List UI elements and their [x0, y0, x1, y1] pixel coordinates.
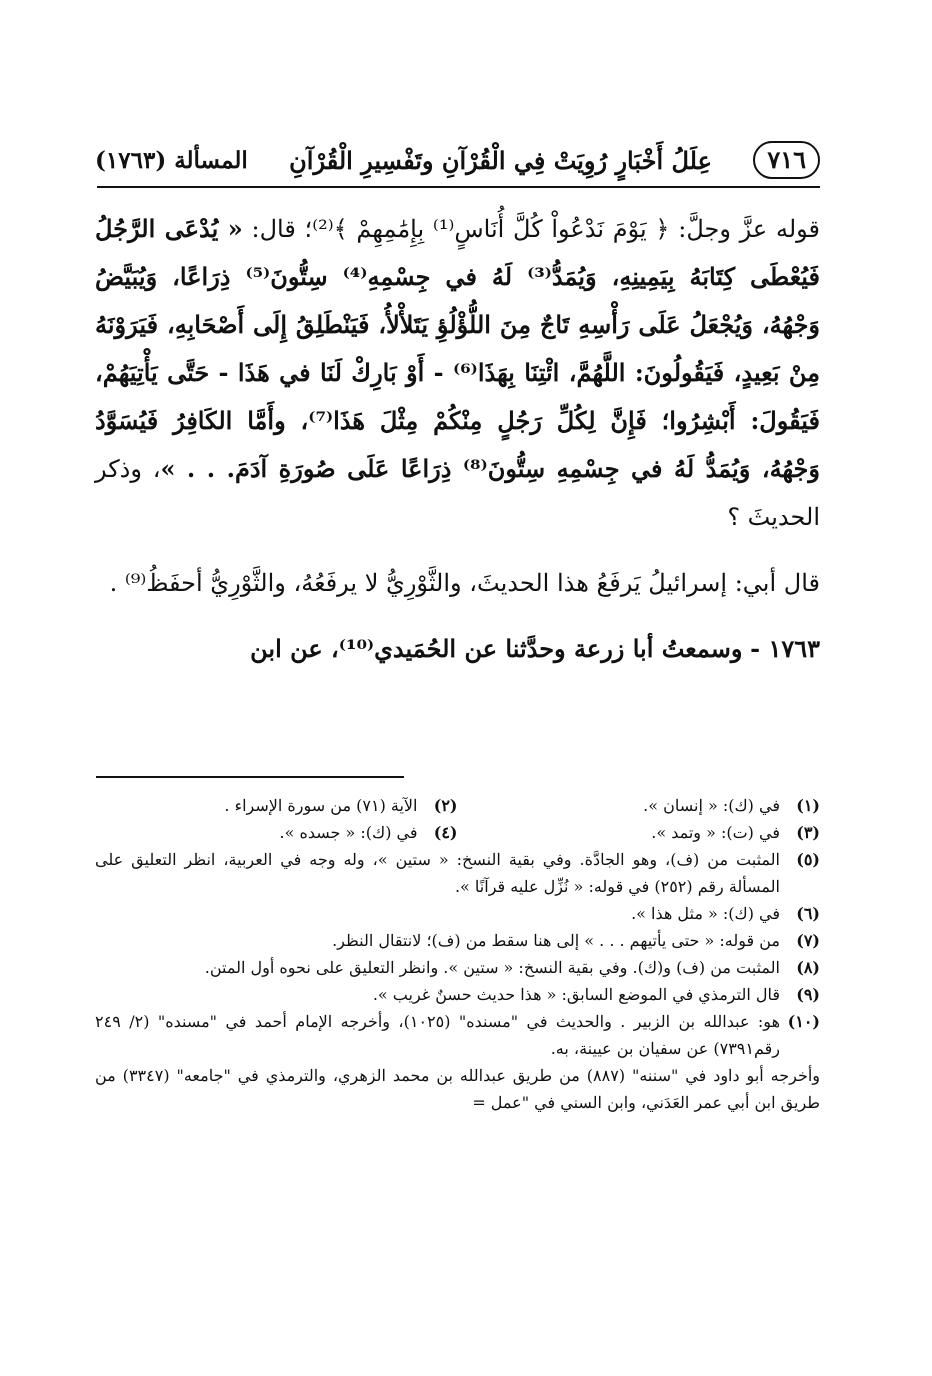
footnotes [95, 792, 820, 1116]
footnote-number: (٨) [796, 958, 820, 977]
footnote-2 [95, 792, 458, 819]
main-text [95, 205, 820, 691]
footnote-text: في (ك): « إنسان ». [643, 796, 780, 815]
footnote-1 [458, 792, 821, 819]
book-title: عِلَلُ أَخْبَارٍ رُوِيَتْ فِي الْقُرْآنِ وتَفْسِيرِ الْقُرْآنِ [289, 145, 712, 175]
footnote-text: هو: عبدالله بن الزبير . والحديث في "مسنده" (١٠٢٥)، وأخرجه الإمام أحمد في "مسنده" (٢/ ٢٤٩ رقم٧٣٩١) عن سفيان بن عيينة، به. [95, 1012, 781, 1058]
footnote-row [95, 819, 820, 846]
footnote-number: (٩) [796, 985, 820, 1004]
footnote-3 [458, 819, 821, 846]
footnote-10 [95, 1008, 820, 1062]
footnote-divider [96, 776, 404, 778]
footnote-text: المثبت من (ف) و(ك). وفي بقية النسخ: « ستين ». وانظر التعليق على نحوه أول المتن. [204, 958, 780, 977]
paragraph-abi: قال أبي: إسرائيلُ يَرفَعُ هذا الحديثَ، والثَّوْرِيُّ لا يرفَعُهُ، والثَّوْرِيُّ أحفَظُ⁽⁹⁾ . [109, 569, 820, 597]
footnote-4 [95, 819, 458, 846]
footnote-number: (١) [796, 796, 820, 815]
footnote-text: الآية (٧١) من سورة الإسراء . [224, 796, 418, 815]
hadith-text: « يُدْعَى الرَّجُلُ فَيُعْطَى كِتَابَهُ بِيَمِينِهِ، وَيُمَدُّ⁽³⁾ لَهُ في جِسْمِهِ⁽⁴⁾ سِتُّونَ⁽⁵⁾ ذِرَاعًا، وَيُبَيَّضُ وَجْهُهُ، وَيُجْعَلُ عَلَى رَأْسِهِ تَاجٌ مِنَ اللُّؤْلُؤِ يَتَلأْلأُ، فَيَنْطَلِقُ إِلَى أَصْحَابِهِ، فَيَرَوْنَهُ مِنْ بَعِيدٍ، فَيَقُولُونَ: اللَّهُمَّ، ائْتِنَا بِهَذَا⁽⁶⁾ - أَوْ بَارِكْ لَنَا في هَذَا - حَتَّى يَأْتِيَهُمْ، فَيَقُولَ: أَبْشِرُوا؛ فَإِنَّ لِكُلِّ رَجُلٍ مِنْكُمْ مِثْلَ هَذَا⁽⁷⁾، وأَمَّا الكَافِرُ فَيُسَوَّدُ وَجْهُهُ، وَيُمَدُّ لَهُ في جِسْمِهِ سِتُّونَ⁽⁸⁾ ذِرَاعًا عَلَى صُورَةِ آدَمَ. . . » [95, 214, 821, 483]
footnote-row [95, 792, 820, 819]
footnote-text: المثبت من (ف)، وهو الجادَّة. وفي بقية النسخ: « ستين »، وله وجه في العربية، انظر التعليق على المسألة رقم (٢٥٢) في قوله: « نُزِّل عليه قرآنًا ». [95, 850, 780, 896]
footnote-number: (٦) [796, 904, 820, 923]
paragraph-verse [95, 205, 820, 541]
paragraph-issue-1763 [95, 625, 820, 673]
footnote-number: (٧) [796, 931, 820, 950]
footnote-number: (٥) [796, 850, 820, 869]
footnote-text: في (ك): « مثل هذا ». [631, 904, 780, 923]
issue-text: وسمعتُ أبا زرعة وحدَّثنا عن الحُمَيدي⁽¹⁰⁾، عن ابن [250, 634, 743, 663]
footnote-10-continuation: وأخرجه أبو داود في "سننه" (٨٨٧) من طريق عبدالله بن محمد الزهري، والترمذي في "جامعه" (٣٣٤٧) من طريق ابن أبي عمر العَدَني، وابن السني في "عمل = [95, 1066, 821, 1112]
footnote-text: من قوله: « حتى يأتيهم . . . » إلى هنا سقط من (ف)؛ لانتقال النظر. [332, 931, 780, 950]
footnote-9 [95, 981, 820, 1008]
page-number: ٧١٦ [753, 141, 820, 179]
header-divider [97, 186, 820, 188]
footnote-8 [95, 954, 820, 981]
issue-number: المسألة (١٧٦٣) [95, 146, 248, 174]
hadith-tail: ، وذكر الحديثَ ؟ [95, 455, 820, 531]
footnote-text: في (ت): « وتمد ». [651, 823, 780, 842]
footnote-text: قال الترمذي في الموضع السابق: « هذا حديث حسنٌ غريب ». [372, 985, 780, 1004]
footnote-5 [95, 846, 820, 900]
footnote-number: (١٠) [787, 1012, 820, 1031]
footnote-number: (٣) [796, 823, 820, 842]
footnote-7 [95, 927, 820, 954]
footnote-number: (٢) [433, 796, 458, 815]
footnote-number: (٤) [433, 823, 458, 842]
verse-intro: قوله عزَّ وجلَّ: ﴿ يَوْمَ نَدْعُواْ كُلَّ أُنَاسٍ⁽¹⁾ بِإِمَٰمِهِمْ ﴾⁽²⁾؛ قال: [251, 215, 821, 243]
issue-label: ١٧٦٣ - [750, 634, 820, 663]
footnote-text: في (ك): « جسده ». [279, 823, 418, 842]
running-header [95, 138, 820, 182]
footnote-6 [95, 900, 820, 927]
